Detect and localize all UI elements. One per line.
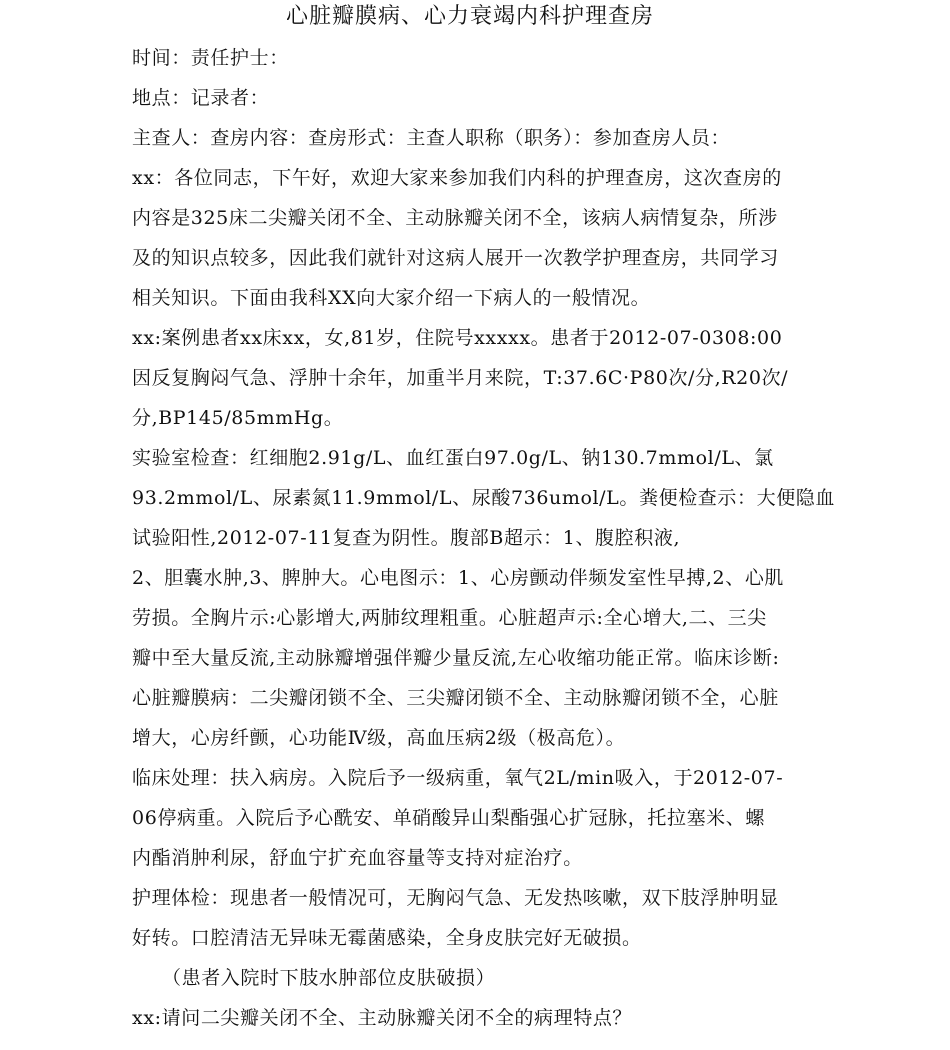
paragraph-line: 地点：记录者： bbox=[132, 87, 270, 109]
paragraph-line: xx：各位同志，下午好，欢迎大家来参加我们内科的护理查房，这次查房的 bbox=[132, 167, 782, 189]
paragraph-line: 试验阳性,2012-07-11复查为阴性。腹部B超示：1、腹腔积液, bbox=[132, 527, 681, 549]
paragraph-line: xx:案例患者xx床xx，女,81岁，住院号xxxxx。患者于2012-07-0308:00 bbox=[132, 327, 783, 349]
paragraph-line: 相关知识。下面由我科XX向大家介绍一下病人的一般情况。 bbox=[132, 287, 651, 309]
paragraph-line: 时间：责任护士： bbox=[132, 47, 289, 69]
paragraph-line: 好转。口腔清洁无异味无霉菌感染，全身皮肤完好无破损。 bbox=[132, 927, 642, 949]
document-title: 心脏瓣膜病、心力衰竭内科护理查房 bbox=[285, 4, 654, 29]
paragraph-line: 及的知识点较多，因此我们就针对这病人展开一次教学护理查房，共同学习 bbox=[132, 247, 779, 269]
paragraph-line: 实验室检查：红细胞2.91g/L、血红蛋白97.0g/L、钠130.7mmol/L、氯 bbox=[132, 447, 774, 469]
paragraph-line: 增大，心房纤颤，心功能Ⅳ级，高血压病2级（极高危）。 bbox=[132, 727, 626, 749]
paragraph-line-note: （患者入院时下肢水肿部位皮肤破损） bbox=[162, 967, 496, 989]
paragraph-line: 临床处理：扶入病房。入院后予一级病重，氧气2L/min吸入，于2012-07- bbox=[132, 767, 784, 789]
paragraph-line: 因反复胸闷气急、浮肿十余年，加重半月来院，T:37.6C·P80次/分,R20次/ bbox=[132, 367, 789, 389]
paragraph-line: 劳损。全胸片示:心影增大,两肺纹理粗重。心脏超声示:全心增大,二、三尖 bbox=[132, 607, 767, 629]
paragraph-line: 护理体检：现患者一般情况可，无胸闷气急、无发热咳嗽，双下肢浮肿明显 bbox=[132, 887, 779, 909]
paragraph-line: 2、胆囊水肿,3、脾肿大。心电图示：1、心房颤动伴频发室性早搏,2、心肌 bbox=[132, 567, 785, 589]
paragraph-line: 93.2mmol/L、尿素氮11.9mmol/L、尿酸736umol/L。粪便检查示：大便隐血 bbox=[132, 487, 835, 509]
paragraph-line: 瓣中至大量反流,主动脉瓣增强伴瓣少量反流,左心收缩功能正常。临床诊断: bbox=[132, 647, 780, 669]
paragraph-line: 内酯消肿利尿，舒血宁扩充血容量等支持对症治疗。 bbox=[132, 847, 583, 869]
paragraph-line: 分,BP145/85mmHg。 bbox=[132, 407, 344, 429]
paragraph-line: 06停病重。入院后予心酰安、单硝酸异山梨酯强心扩冠脉，托拉塞米、螺 bbox=[132, 807, 765, 829]
paragraph-line: 心脏瓣膜病：二尖瓣闭锁不全、三尖瓣闭锁不全、主动脉瓣闭锁不全，心脏 bbox=[132, 687, 779, 709]
paragraph-line: 内容是325床二尖瓣关闭不全、主动脉瓣关闭不全，该病人病情复杂，所涉 bbox=[132, 207, 778, 229]
paragraph-line: xx:请问二尖瓣关闭不全、主动脉瓣关闭不全的病理特点？ bbox=[132, 1007, 633, 1029]
paragraph-line: 主查人：查房内容：查房形式：主查人职称（职务）：参加查房人员： bbox=[132, 127, 731, 149]
